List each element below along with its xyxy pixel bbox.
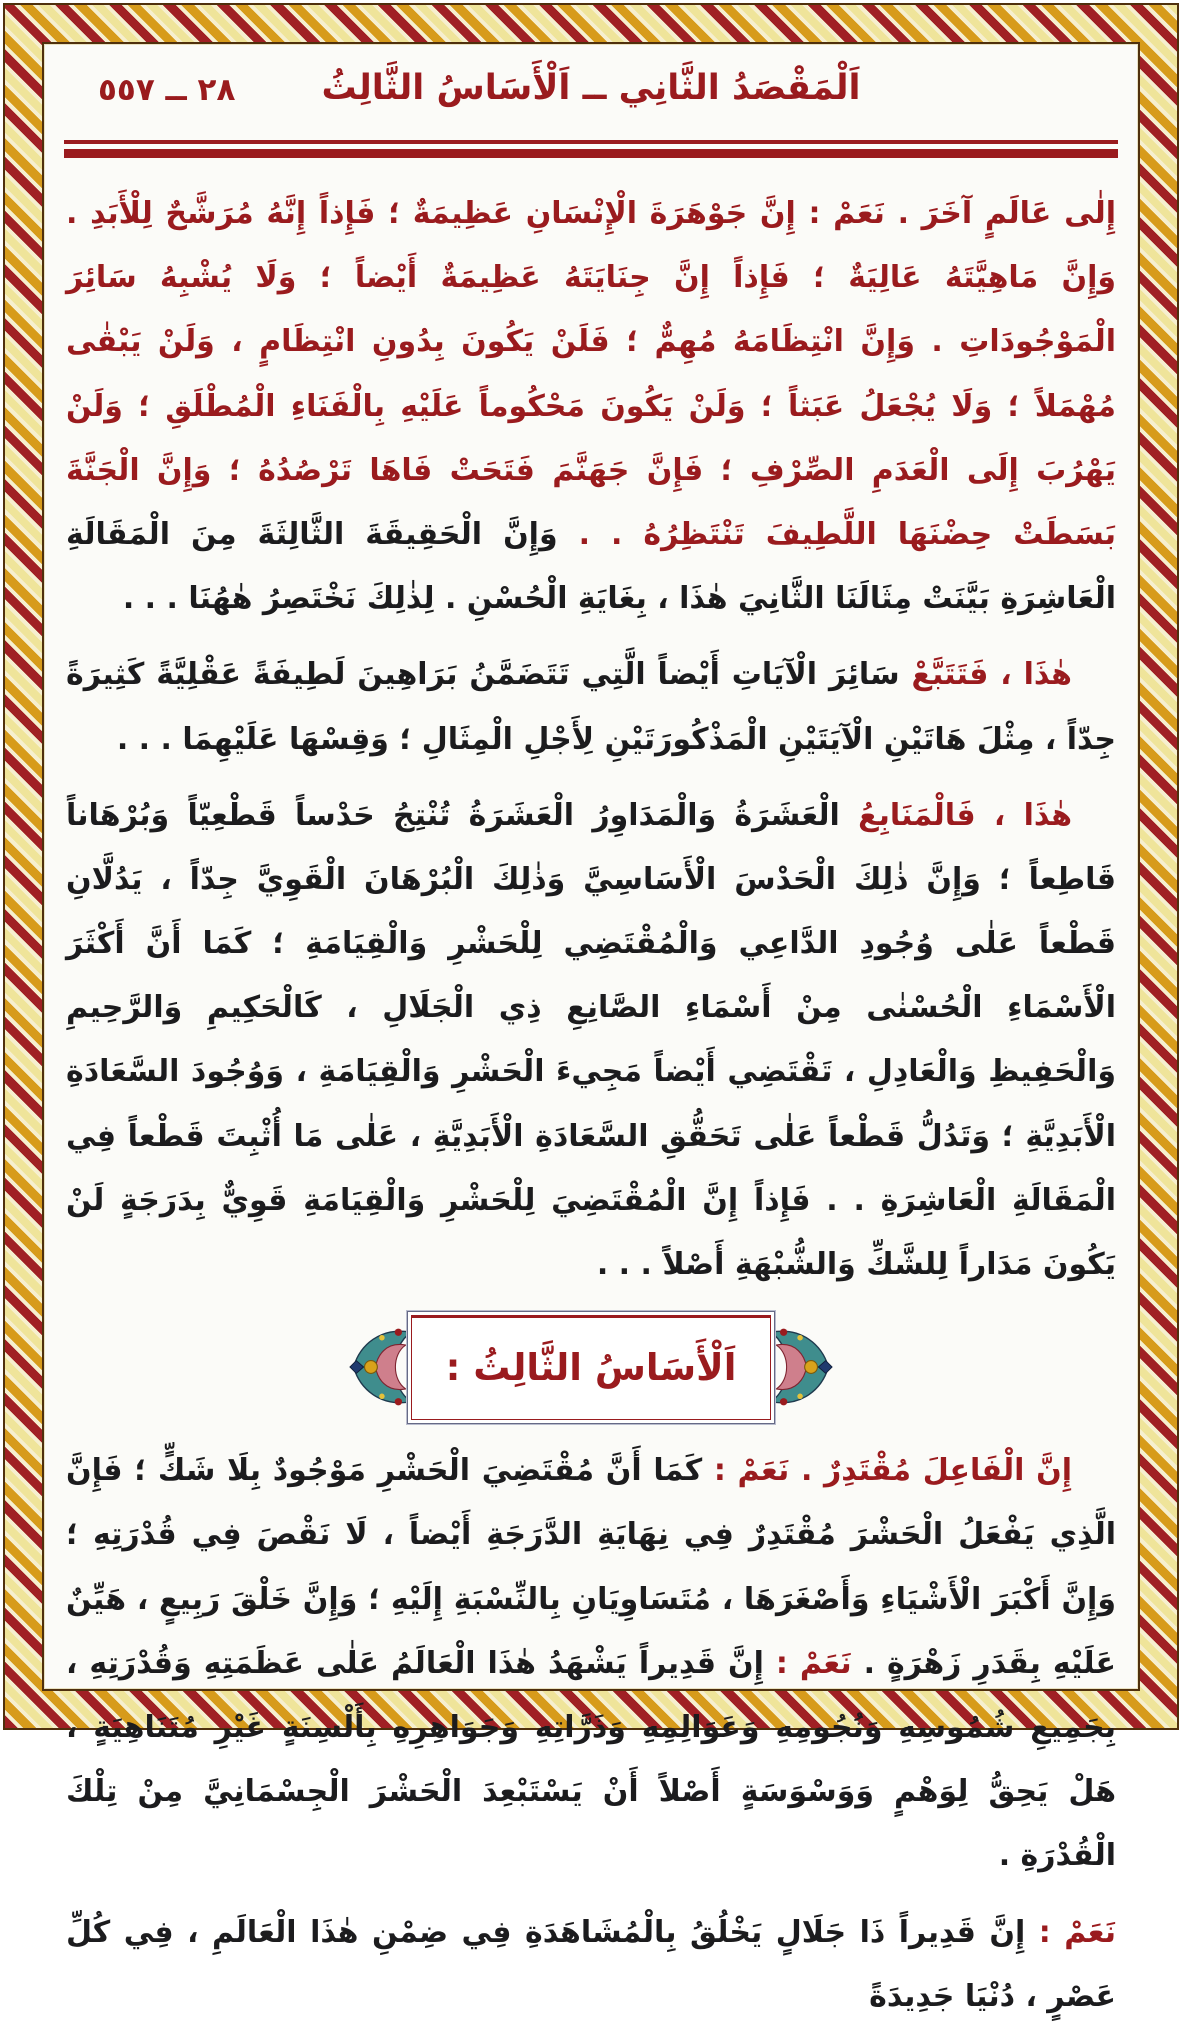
cartouche-title: اَلْأَسَاسُ الثَّالِثُ : <box>445 1345 737 1389</box>
page-header <box>64 66 1118 130</box>
red-text-segment: هٰذَا ، فَالْمَنَابِعُ <box>839 797 1072 833</box>
floral-flourish-icon <box>769 1321 833 1413</box>
page-title: اَلْمَقْصَدُ الثَّانِي ــ اَلْأَسَاسُ الثَّالِثُ <box>321 68 861 108</box>
red-text-segment: نَعَمْ : <box>763 1645 852 1681</box>
cartouche-inner-frame <box>411 1315 772 1420</box>
paragraph-1 <box>66 182 1116 631</box>
red-text-segment: هٰذَا ، فَتَتَبَّعْ <box>899 657 1072 693</box>
header-rule-thin <box>64 140 1118 144</box>
dark-text-segment: كَمَا أَنَّ مُقْتَضِيَ الْحَشْرِ مَوْجُودٌ بِلَا شَكٍّ ؛ فَإِنَّ الَّذِي يَفْعَلُ الْحَشْرَ مُقْتَدِرٌ فِي نِهَايَةِ الدَّرَجَةِ أَيْضاً ، لَا نَقْصَ فِي قُدْرَتِهِ ؛ وَإِنَّ أَكْبَرَ الْأَشْيَاءِ وَأَصْغَرَهَا ، مُتَسَاوِيَانِ بِالنِّسْبَةِ إِلَيْهِ ؛ وَإِنَّ خَلْقَ رَبِيعٍ ، هَيِّنٌ عَلَيْهِ بِقَدَرِ زَهْرَةٍ . <box>66 1453 1116 1681</box>
dark-text-segment: سَائِرَ الْآيَاتِ أَيْضاً الَّتِي تَتَضَمَّنُ بَرَاهِينَ لَطِيفَةً عَقْلِيَّةً كَثِيرَةً جِدّاً ، مِثْلَ هَاتَيْنِ الْآيَتَيْنِ الْمَذْكُورَتَيْنِ لِأَجْلِ الْمِثَالِ ؛ وَقِسْهَا عَلَيْهِمَا . . . <box>66 657 1116 757</box>
header-rule-thick <box>64 149 1118 158</box>
page-number: ٢٨ ــ ٥٥٧ <box>98 72 236 108</box>
paragraph-5 <box>66 1901 1116 2029</box>
dark-text-segment: وَإِنَّ الْحَقِيقَةَ الثَّالِثَةَ مِنَ الْمَقَالَةِ الْعَاشِرَةِ بَيَّنَتْ مِثَالَنَا الثَّانِيَ هٰذَا ، بِغَايَةِ الْحُسْنِ . لِذٰلِكَ نَخْتَصِرُ هٰهُنَا . . . <box>66 516 1116 617</box>
red-text-segment: إِنَّ الْفَاعِلَ مُقْتَدِرٌ . نَعَمْ : <box>702 1453 1072 1489</box>
dark-text-segment: الْعَشَرَةُ وَالْمَدَاوِرُ الْعَشَرَةُ تُنْتِجُ حَدْساً قَطْعِيّاً وَبُرْهَاناً قَاطِعاً ؛ وَإِنَّ ذٰلِكَ الْحَدْسَ الْأَسَاسِيَّ وَذٰلِكَ الْبُرْهَانَ الْقَوِيَّ جِدّاً ، يَدُلَّانِ قَطْعاً عَلٰى وُجُودِ الدَّاعِي وَالْمُقْتَضِي لِلْحَشْرِ وَالْقِيَامَةِ ؛ كَمَا أَنَّ أَكْثَرَ الْأَسْمَاءِ الْحُسْنٰى مِنْ أَسْمَاءِ الصَّانِعِ ذِي الْجَلَالِ ، كَالْحَكِيمِ وَالرَّحِيمِ وَالْحَفِيظِ وَالْعَادِلِ ، تَقْتَضِي أَيْضاً مَجِيءَ الْحَشْرِ وَالْقِيَامَةِ ، وَوُجُودَ السَّعَادَةِ الْأَبَدِيَّةِ ؛ وَتَدُلُّ قَطْعاً عَلٰى تَحَقُّقِ السَّعَادَةِ الْأَبَدِيَّةِ ، عَلٰى مَا أُثْبِتَ قَطْعاً فِي الْمَقَالَةِ الْعَاشِرَةِ . . فَإِذاً إِنَّ الْمُقْتَضِيَ لِلْحَشْرِ وَالْقِيَامَةِ قَوِيٌّ بِدَرَجَةٍ لَنْ يَكُونَ مَدَاراً لِلشَّكِّ وَالشُّبْهَةِ أَصْلاً . . . <box>66 797 1116 1282</box>
dark-text-segment: إِنَّ قَدِيراً ذَا جَلَالٍ يَخْلُقُ بِالْمُشَاهَدَةِ فِي ضِمْنِ هٰذَا الْعَالَمِ ، فِي كُلِّ عَصْرٍ ، دُنْيَا جَدِيدَةً <box>66 1914 1116 2014</box>
paragraph-2 <box>66 643 1116 771</box>
red-text-segment: نَعَمْ : <box>1025 1914 1116 1950</box>
section-cartouche <box>66 1313 1116 1421</box>
paragraph-4 <box>66 1439 1116 1888</box>
page-sheet <box>42 42 1140 2014</box>
cartouche-frame <box>407 1311 776 1424</box>
red-text-segment: إِلٰى عَالَمٍ آخَرَ . نَعَمْ : إِنَّ جَوْهَرَةَ الْإِنْسَانِ عَظِيمَةٌ ؛ فَإِذاً إِنَّهُ مُرَشَّحٌ لِلْأَبَدِ . وَإِنَّ مَاهِيَّتَهُ عَالِيَةٌ ؛ فَإِذاً إِنَّ جِنَايَتَهُ عَظِيمَةٌ أَيْضاً ؛ وَلَا يُشْبِهُ سَائِرَ الْمَوْجُودَاتِ . وَإِنَّ انْتِظَامَهُ مُهِمٌّ ؛ فَلَنْ يَكُونَ بِدُونِ انْتِظَامٍ ، وَلَنْ يَبْقٰى مُهْمَلاً ؛ وَلَا يُجْعَلُ عَبَثاً ؛ وَلَنْ يَكُونَ مَحْكُوماً عَلَيْهِ بِالْفَنَاءِ الْمُطْلَقِ ؛ وَلَنْ يَهْرُبَ إِلَى الْعَدَمِ الصِّرْفِ ؛ فَإِنَّ جَهَنَّمَ فَتَحَتْ فَاهَا تَرْصُدُهُ ؛ وَإِنَّ الْجَنَّةَ بَسَطَتْ حِضْنَهَا اللَّطِيفَ تَنْتَظِرُهُ . . <box>66 196 1116 552</box>
dark-text-segment: إِنَّ قَدِيراً يَشْهَدُ هٰذَا الْعَالَمُ عَلٰى عَظَمَتِهِ وَقُدْرَتِهِ ، بِجَمِيعِ شُمُوسِهِ وَنُجُومِهِ وَعَوَالِمِهِ وَذَرَّاتِهِ وَجَوَاهِرِهِ بِأَلْسِنَةٍ غَيْرِ مُتَنَاهِيَةٍ ، هَلْ يَحِقُّ لِوَهْمٍ وَوَسْوَسَةٍ أَصْلاً أَنْ يَسْتَبْعِدَ الْحَشْرَ الْجِسْمَانِيَّ مِنْ تِلْكَ الْقُدْرَةِ . <box>66 1645 1116 1874</box>
paragraph-3 <box>66 784 1116 1298</box>
floral-flourish-icon <box>349 1321 413 1413</box>
body-text <box>64 182 1118 2029</box>
